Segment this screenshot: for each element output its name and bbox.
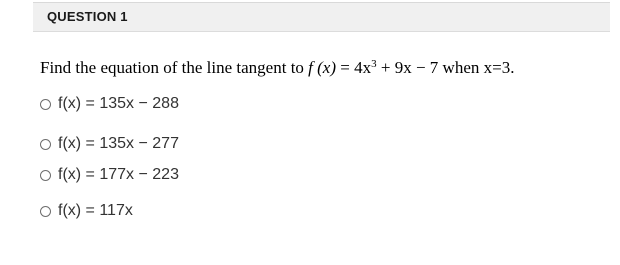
answer-option-4[interactable] (40, 201, 133, 221)
question-title: QUESTION 1 (47, 9, 128, 24)
answer-label: f(x) = 135x − 277 (58, 135, 179, 152)
answer-label: f(x) = 117x (58, 202, 133, 219)
prompt-exponent: 3 (371, 58, 377, 70)
radio-button[interactable] (40, 99, 51, 110)
answer-option-2[interactable] (40, 134, 179, 154)
answer-label: f(x) = 135x − 288 (58, 95, 179, 112)
question-header (33, 3, 610, 32)
answer-label: f(x) = 177x − 223 (58, 166, 179, 183)
prompt-equation: = 4x (336, 58, 372, 77)
prompt-function: f (x) (308, 58, 337, 77)
radio-button[interactable] (40, 206, 51, 217)
prompt-text: Find the equation of the line tangent to (40, 58, 309, 77)
answer-option-3[interactable] (40, 165, 179, 185)
radio-button[interactable] (40, 170, 51, 181)
question-prompt (40, 58, 514, 78)
prompt-equation-rest: + 9x − 7 (376, 58, 439, 77)
prompt-condition: when x=3. (438, 58, 515, 77)
answer-option-1[interactable] (40, 94, 179, 114)
radio-button[interactable] (40, 139, 51, 150)
